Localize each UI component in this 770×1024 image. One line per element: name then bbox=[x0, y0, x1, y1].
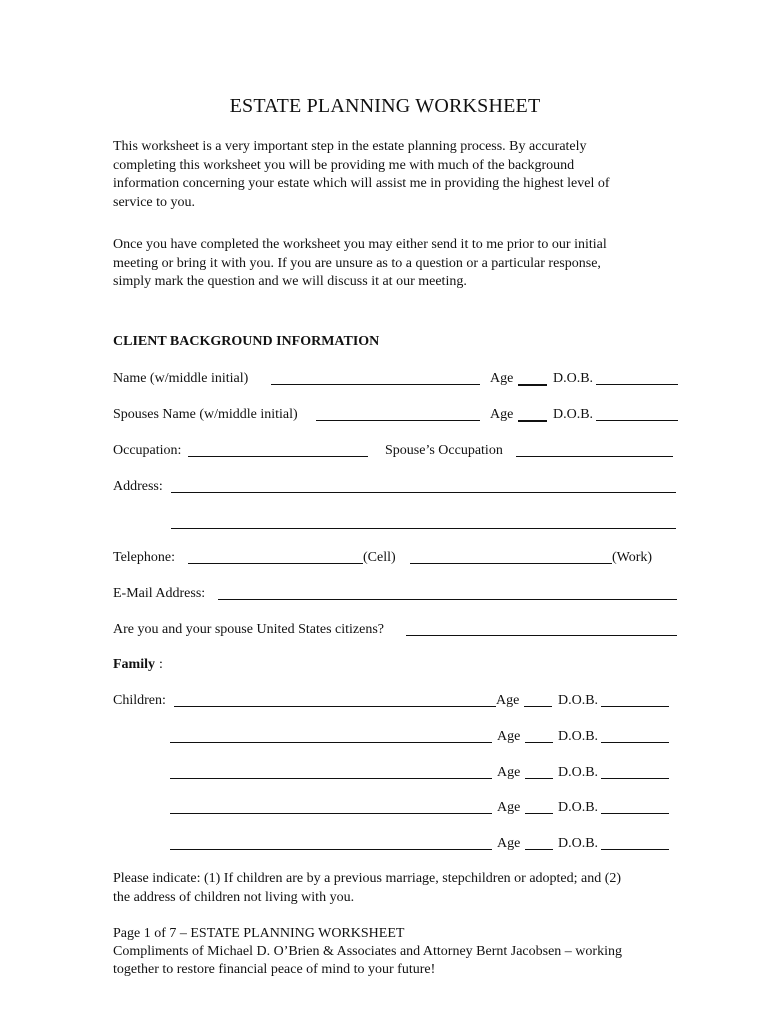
client-name-row bbox=[113, 369, 683, 389]
child-row bbox=[113, 834, 683, 854]
child-dob-label: D.O.B. bbox=[558, 729, 599, 744]
document-title: ESTATE PLANNING WORKSHEET bbox=[229, 95, 541, 117]
child-row bbox=[113, 763, 683, 783]
email-label: E-Mail Address: bbox=[113, 586, 206, 601]
intro-line: completing this worksheet you will be providing me with much of the background bbox=[113, 157, 575, 173]
child-name-field[interactable] bbox=[170, 778, 492, 779]
address-label: Address: bbox=[113, 479, 163, 494]
child-name-field[interactable] bbox=[170, 849, 492, 850]
child-age-label: Age bbox=[497, 729, 521, 744]
client-age-label: Age bbox=[490, 371, 514, 386]
client-background-heading: CLIENT BACKGROUND INFORMATION bbox=[113, 334, 380, 349]
occupation-field[interactable] bbox=[188, 456, 368, 457]
spouse-name-row bbox=[113, 405, 683, 425]
citizens-row bbox=[113, 620, 683, 640]
citizens-field[interactable] bbox=[406, 635, 677, 636]
please-indicate-line: the address of children not living with you. bbox=[113, 889, 355, 905]
client-name-label: Name (w/middle initial) bbox=[113, 371, 249, 386]
email-field[interactable] bbox=[218, 599, 677, 600]
cell-label: (Cell) bbox=[363, 550, 396, 565]
address-field-line-2[interactable] bbox=[171, 528, 676, 529]
child-age-label: Age bbox=[496, 693, 520, 708]
citizens-question: Are you and your spouse United States citizens? bbox=[113, 622, 384, 637]
child-dob-field[interactable] bbox=[601, 742, 669, 743]
child-age-label: Age bbox=[497, 836, 521, 851]
child-age-label: Age bbox=[497, 800, 521, 815]
child-name-field[interactable] bbox=[174, 706, 496, 707]
telephone-row bbox=[113, 548, 683, 568]
child-name-field[interactable] bbox=[170, 742, 492, 743]
address-row bbox=[113, 477, 683, 497]
child-name-field[interactable] bbox=[170, 813, 492, 814]
child-dob-field[interactable] bbox=[601, 849, 669, 850]
spouse-age-label: Age bbox=[490, 407, 514, 422]
instructions-paragraph bbox=[113, 236, 658, 292]
children-label: Children: bbox=[113, 693, 166, 708]
please-indicate-line: Please indicate: (1) If children are by a previous marriage, stepchildren or adopted; and (2) bbox=[113, 871, 622, 886]
compliments-line: together to restore financial peace of mind to your future! bbox=[113, 962, 436, 977]
client-name-field[interactable] bbox=[271, 384, 480, 385]
instructions-line: Once you have completed the worksheet you may either send it to me prior to our initial bbox=[113, 237, 607, 252]
intro-paragraph bbox=[113, 138, 658, 212]
child-age-field[interactable] bbox=[525, 742, 553, 743]
telephone-label: Telephone: bbox=[113, 550, 175, 565]
page-number-line: Page 1 of 7 – ESTATE PLANNING WORKSHEET bbox=[113, 926, 405, 941]
child-age-label: Age bbox=[497, 765, 521, 780]
spouse-dob-label: D.O.B. bbox=[553, 407, 594, 422]
child-dob-label: D.O.B. bbox=[558, 800, 599, 815]
spouse-age-field[interactable] bbox=[518, 420, 547, 422]
occupation-row bbox=[113, 441, 683, 461]
cell-phone-field[interactable] bbox=[188, 563, 363, 564]
intro-line: information concerning your estate which will assist me in providing the highest level of bbox=[113, 176, 610, 191]
spouse-occupation-field[interactable] bbox=[516, 456, 673, 457]
spouse-dob-field[interactable] bbox=[596, 420, 678, 421]
family-heading-colon: : bbox=[159, 657, 163, 672]
client-age-field[interactable] bbox=[518, 384, 547, 386]
intro-line: This worksheet is a very important step in the estate planning process. By accurately bbox=[113, 139, 587, 154]
please-indicate-paragraph bbox=[113, 870, 688, 907]
work-label: (Work) bbox=[612, 550, 653, 565]
child-dob-field[interactable] bbox=[601, 706, 669, 707]
child-dob-field[interactable] bbox=[601, 813, 669, 814]
page-footer bbox=[113, 925, 673, 979]
client-dob-field[interactable] bbox=[596, 384, 678, 385]
child-dob-label: D.O.B. bbox=[558, 836, 599, 851]
instructions-line: meeting or bring it with you. If you are unsure as to a question or a particular response, bbox=[113, 255, 601, 271]
work-phone-field[interactable] bbox=[410, 563, 612, 564]
child-row bbox=[113, 691, 683, 711]
client-dob-label: D.O.B. bbox=[553, 371, 594, 386]
spouse-occupation-label: Spouse’s Occupation bbox=[385, 443, 503, 458]
instructions-line: simply mark the question and we will discuss it at our meeting. bbox=[113, 274, 467, 289]
family-heading: Family bbox=[113, 657, 155, 672]
email-row bbox=[113, 584, 683, 604]
child-age-field[interactable] bbox=[524, 706, 552, 707]
intro-line: service to you. bbox=[113, 194, 196, 210]
family-heading-row bbox=[113, 655, 313, 675]
address-field-line-1[interactable] bbox=[171, 492, 676, 493]
spouse-name-field[interactable] bbox=[316, 420, 480, 421]
compliments-line: Compliments of Michael D. O’Brien & Associates and Attorney Bernt Jacobsen – working bbox=[113, 944, 622, 959]
occupation-label: Occupation: bbox=[113, 443, 182, 458]
child-row bbox=[113, 727, 683, 747]
child-dob-field[interactable] bbox=[601, 778, 669, 779]
address-row-2 bbox=[113, 513, 683, 533]
spouse-name-label: Spouses Name (w/middle initial) bbox=[113, 407, 298, 422]
child-dob-label: D.O.B. bbox=[558, 765, 599, 780]
child-age-field[interactable] bbox=[525, 849, 553, 850]
child-age-field[interactable] bbox=[525, 813, 553, 814]
child-age-field[interactable] bbox=[525, 778, 553, 779]
child-row bbox=[113, 798, 683, 818]
child-dob-label: D.O.B. bbox=[558, 693, 599, 708]
